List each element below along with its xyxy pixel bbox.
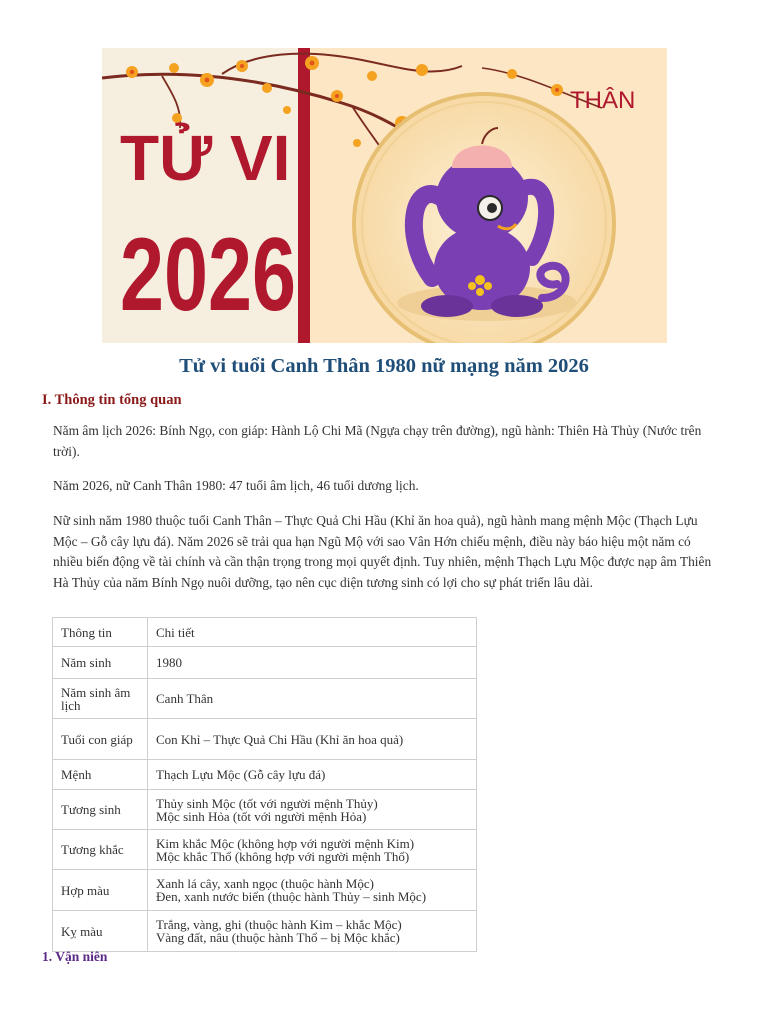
section-heading-overview: I. Thông tin tổng quan <box>42 392 182 408</box>
row-label: Tương sinh <box>53 790 148 830</box>
row-label: Năm sinh <box>53 647 148 679</box>
row-label: Năm sinh âm lịch <box>53 679 148 719</box>
row-label: Kỵ màu <box>53 911 148 952</box>
paragraph-lunar-year: Năm âm lịch 2026: Bính Ngọ, con giáp: Hành Lộ Chi Mã (Ngựa chạy trên đường), ngũ hành: Thiên Hà Thủy (Nước trên trời). <box>53 423 702 459</box>
paragraph-age: Năm 2026, nữ Canh Thân 1980: 47 tuổi âm lịch, 46 tuổi dương lịch. <box>53 478 419 493</box>
article-title: Tử vi tuổi Canh Thân 1980 nữ mạng năm 2026 <box>179 355 589 377</box>
table-header-row <box>53 618 477 647</box>
subsection-heading-annual-fortune: 1. Vận niên <box>42 949 108 964</box>
banner-illustration <box>102 48 667 343</box>
detail-line: Đen, xanh nước biển (thuộc hành Thủy – sinh Mộc) <box>156 889 427 904</box>
detail-line: Kim khắc Mộc (không hợp với người mệnh Kim) <box>156 835 415 851</box>
tu-vi-2026-banner <box>102 48 667 343</box>
table-row <box>53 647 477 679</box>
row-detail <box>148 870 477 911</box>
detail-line: Con Khỉ – Thực Quả Chi Hầu (Khỉ ăn hoa quả) <box>156 731 404 747</box>
banner-zodiac-label: THÂN <box>570 87 636 114</box>
detail-line: Trắng, vàng, ghi (thuộc hành Kim – khắc Mộc) <box>156 917 402 932</box>
detail-line: Thủy sinh Mộc (tốt với người mệnh Thủy) <box>156 795 378 811</box>
detail-line: Canh Thân <box>156 691 214 706</box>
table-row <box>53 719 477 760</box>
banner-title-year: 2026 <box>120 217 296 333</box>
detail-line: 1980 <box>156 655 182 670</box>
row-detail <box>148 719 477 760</box>
detail-line: Mộc sinh Hỏa (tốt với người mệnh Hỏa) <box>156 808 367 824</box>
table-row <box>53 830 477 870</box>
row-label: Tuổi con giáp <box>53 719 148 760</box>
table-row <box>53 911 477 952</box>
header-cell-detail: Chi tiết <box>148 618 477 647</box>
table-row <box>53 679 477 719</box>
info-table <box>52 617 477 952</box>
detail-line: Vàng đất, nâu (thuộc hành Thổ – bị Mộc khắc) <box>156 930 400 945</box>
paragraph-element: Nữ sinh năm 1980 thuộc tuổi Canh Thân – Thực Quả Chi Hầu (Khỉ ăn hoa quả), ngũ hành mang mệnh Mộc (Thạch Lựu Mộc – Gỗ cây lựu đá). Năm 2026 sẽ trải qua hạn Ngũ Mộ với sao Vân Hớn chiếu mệnh, điều này báo hiệu một năm có nhiều biến động về tài chính và cần thận trọng trong mọi quyết định. Tuy nhiên, mệnh Thạch Lựu Mộc được nạp âm Thiên Hà Thủy của năm Bính Ngọ nuôi dưỡng, tạo nên cục diện tương sinh có lợi cho sự phát triển lâu dài. <box>53 513 712 590</box>
detail-line: Thạch Lựu Mộc (Gỗ cây lựu đá) <box>156 767 326 782</box>
row-detail <box>148 911 477 952</box>
detail-line: Xanh lá cây, xanh ngọc (thuộc hành Mộc) <box>156 876 374 891</box>
banner-title-line1: TỬ VI <box>120 122 291 194</box>
row-detail <box>148 830 477 870</box>
header-cell-info: Thông tin <box>53 618 148 647</box>
row-detail <box>148 790 477 830</box>
row-label: Mệnh <box>53 760 148 790</box>
row-detail <box>148 760 477 790</box>
row-detail <box>148 647 477 679</box>
row-detail <box>148 679 477 719</box>
row-label: Tương khắc <box>53 830 148 870</box>
table-row <box>53 870 477 911</box>
detail-line: Mộc khắc Thổ (không hợp với người mệnh Thổ) <box>156 848 410 864</box>
table-row <box>53 760 477 790</box>
row-label: Hợp màu <box>53 870 148 911</box>
table-row <box>53 790 477 830</box>
